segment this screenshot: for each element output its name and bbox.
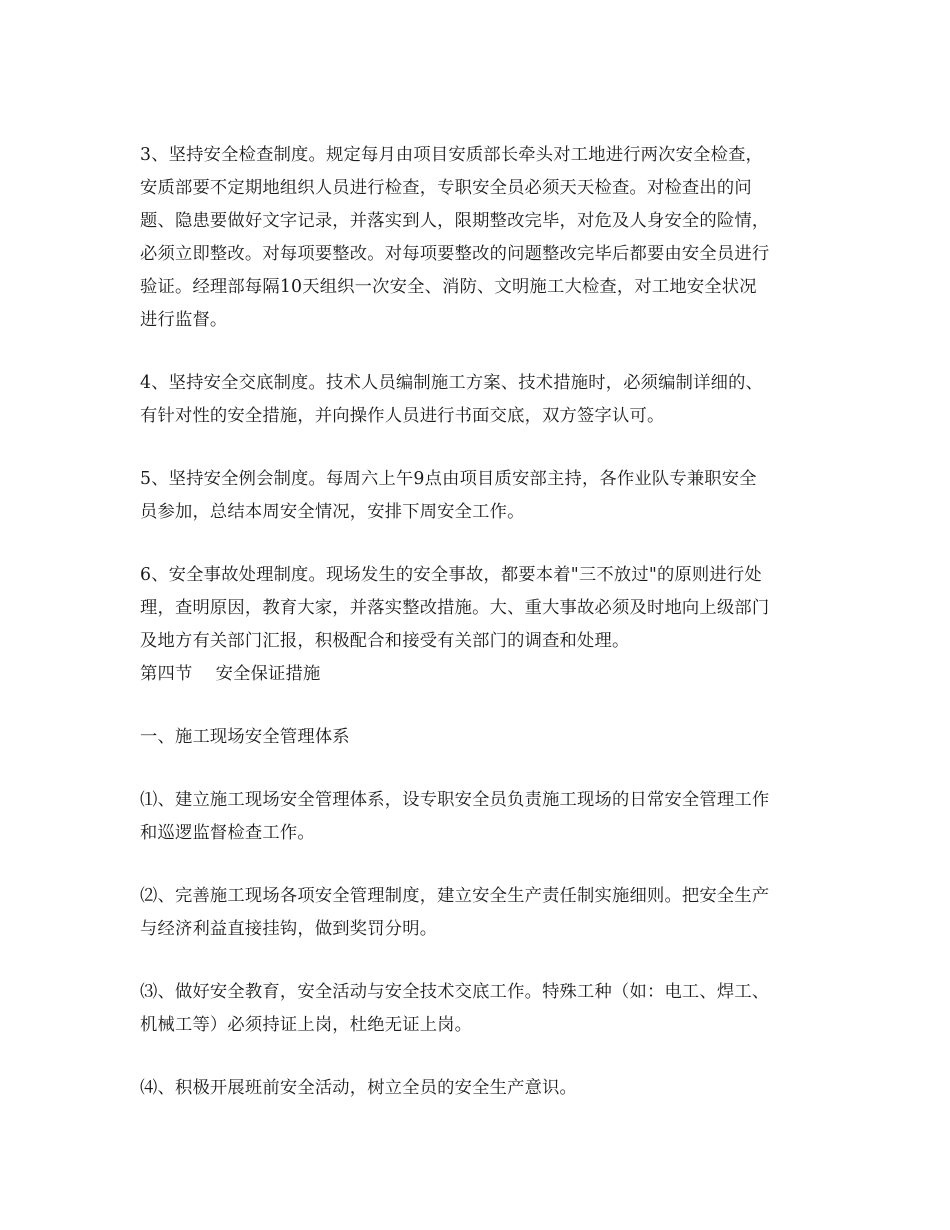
list-item-2 xyxy=(140,880,812,946)
section-title: 第四节 安全保证措施 xyxy=(140,664,321,684)
text-line: 及地方有关部门汇报，积极配合和接受有关部门的调查和处理。 xyxy=(140,631,630,651)
text-line: ⑵、完善施工现场各项安全管理制度，建立安全生产责任制实施细则。把安全生产 xyxy=(140,886,770,906)
text-line: 验证。经理部每隔10天组织一次安全、消防、文明施工大检查，对工地安全状况 xyxy=(140,277,757,297)
section-heading xyxy=(140,658,812,691)
paragraph-gap xyxy=(140,850,812,880)
text-line: 安质部要不定期地组织人员进行检查，专职安全员必须天天检查。对检查出的问 xyxy=(140,178,752,198)
text-line: ⑴、建立施工现场安全管理体系，设专职安全员负责施工现场的日常安全管理工作 xyxy=(140,790,770,810)
text-line: 必须立即整改。对每项要整改。对每项要整改的问题整改完毕后都要由安全员进行 xyxy=(140,244,770,264)
paragraph-gap xyxy=(140,1042,812,1072)
text-line: 6、安全事故处理制度。现场发生的安全事故，都要本着"三不放过"的原则进行处 xyxy=(140,565,762,585)
list-item-3 xyxy=(140,976,812,1042)
text-line: 与经济利益直接挂钩，做到奖罚分明。 xyxy=(140,919,438,939)
paragraph-safety-meeting xyxy=(140,463,812,529)
paragraph-gap xyxy=(140,337,812,367)
paragraph-safety-inspection xyxy=(140,139,812,337)
paragraph-gap xyxy=(140,946,812,976)
text-line: ⑷、积极开展班前安全活动，树立全员的安全生产意识。 xyxy=(140,1078,578,1098)
text-line: 4、坚持安全交底制度。技术人员编制施工方案、技术措施时，必须编制详细的、 xyxy=(140,373,764,393)
text-line: 题、隐患要做好文字记录，并落实到人，限期整改完毕，对危及人身安全的险情， xyxy=(140,211,770,231)
text-line: 5、坚持安全例会制度。每周六上午9点由项目质安部主持，各作业队专兼职安全 xyxy=(140,469,757,489)
text-line: 员参加，总结本周安全情况，安排下周安全工作。 xyxy=(140,502,525,522)
paragraph-gap xyxy=(140,529,812,559)
paragraph-gap xyxy=(140,433,812,463)
subsection-heading xyxy=(140,721,812,754)
text-line: 有针对性的安全措施，并向操作人员进行书面交底，双方签字认可。 xyxy=(140,406,665,426)
text-line: 理，查明原因，教育大家，并落实整改措施。大、重大事故必须及时地向上级部门 xyxy=(140,598,770,618)
paragraph-gap xyxy=(140,754,812,784)
list-item-1 xyxy=(140,784,812,850)
paragraph-accident-handling xyxy=(140,559,812,658)
paragraph-safety-briefing xyxy=(140,367,812,433)
text-line: 机械工等）必须持证上岗，杜绝无证上岗。 xyxy=(140,1015,473,1035)
text-line: 3、坚持安全检查制度。规定每月由项目安质部长牵头对工地进行两次安全检查， xyxy=(140,145,764,165)
document-page xyxy=(140,139,812,1105)
text-line: ⑶、做好安全教育，安全活动与安全技术交底工作。特殊工种（如：电工、焊工、 xyxy=(140,982,770,1002)
paragraph-gap xyxy=(140,691,812,721)
text-line: 进行监督。 xyxy=(140,310,228,330)
subsection-title: 一、施工现场安全管理体系 xyxy=(140,727,350,747)
list-item-4 xyxy=(140,1072,812,1105)
text-line: 和巡逻监督检查工作。 xyxy=(140,823,315,843)
